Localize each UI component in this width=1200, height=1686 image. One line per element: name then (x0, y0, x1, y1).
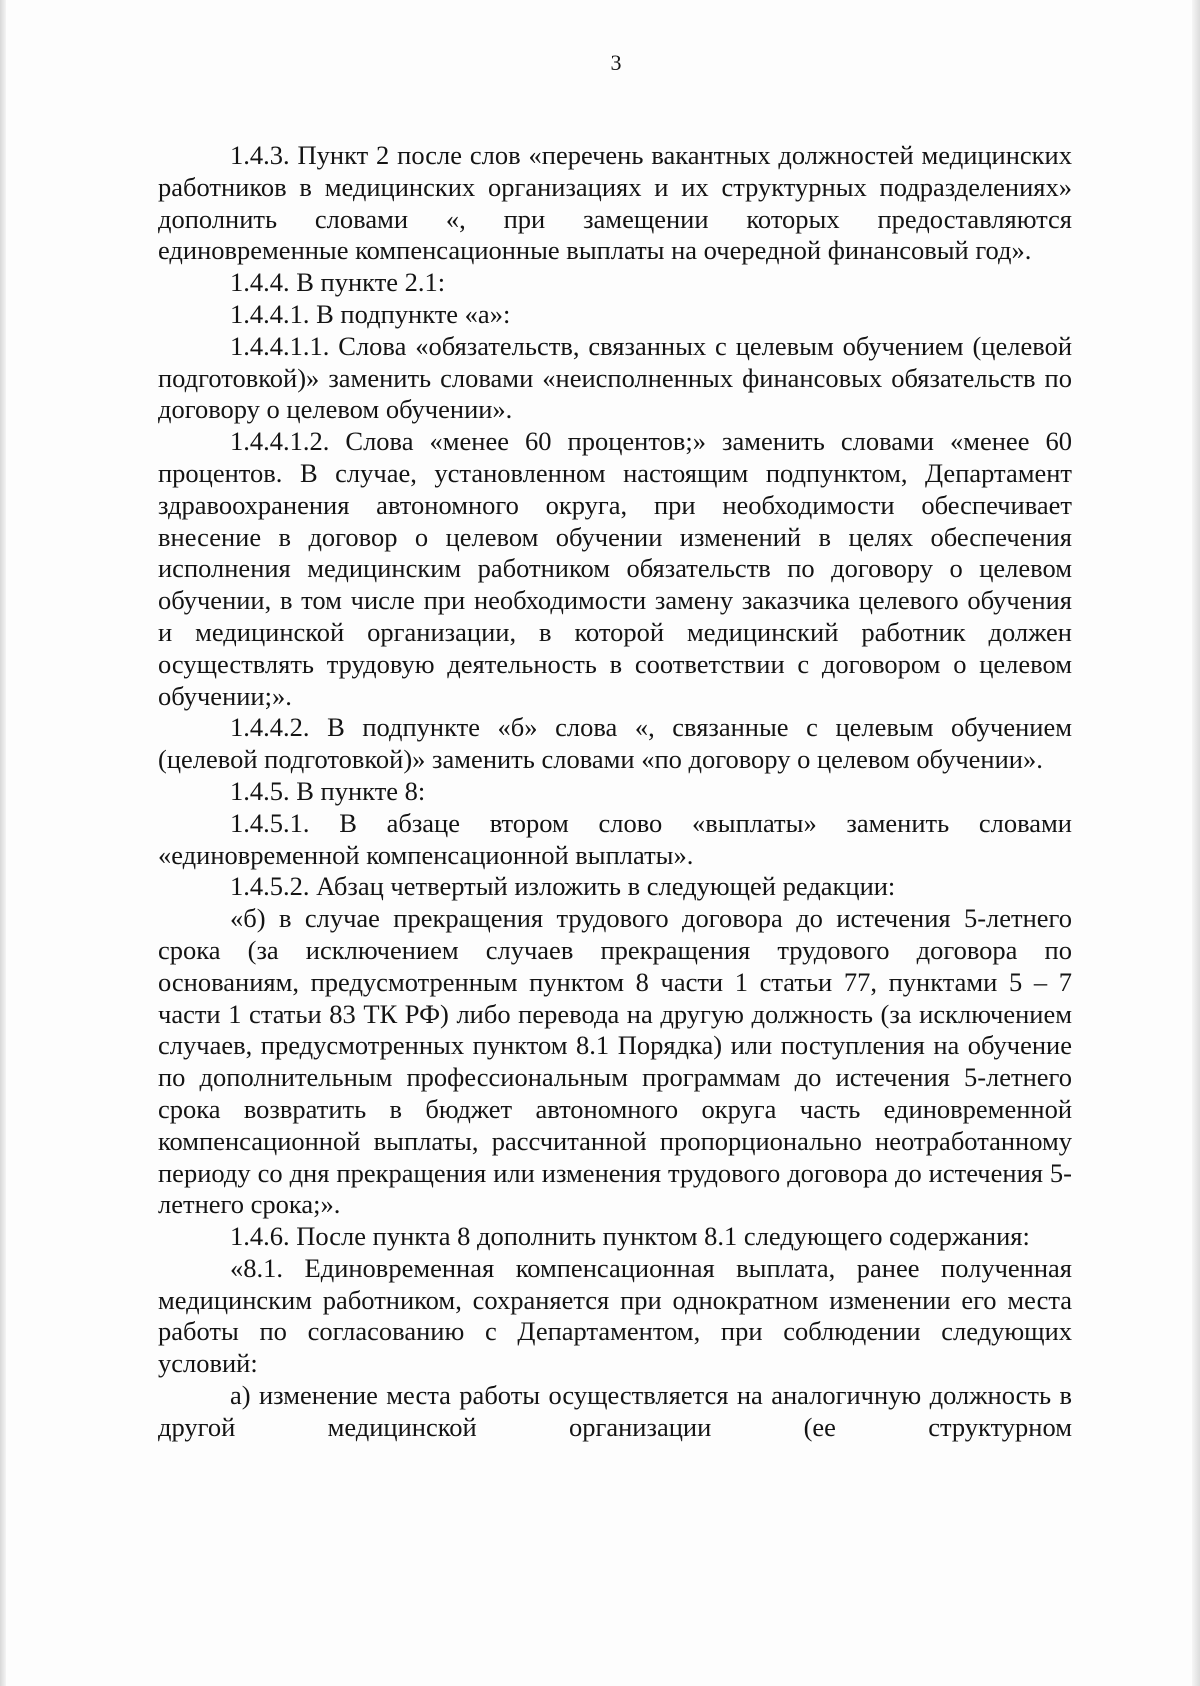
paragraph-1-4-4-2: 1.4.4.2. В подпункте «б» слова «, связанные с целевым обучением (целевой подготовкой)» заменить словами «по договору о целевом обучении». (158, 712, 1072, 775)
paragraph-1-4-6: 1.4.6. После пункта 8 дополнить пунктом 8.1 следующего содержания: (230, 1221, 1030, 1252)
paragraph-quoted-8-1: «8.1. Единовременная компенсационная выплата, ранее полученная медицинским работником, сохраняется при однократном изменении его места работы по согласованию с Департаментом, при соблюдении следующих условий: (158, 1252, 1072, 1379)
paragraph-1-4-5: 1.4.5. В пункте 8: (230, 775, 426, 806)
scan-edge-right (1192, 0, 1200, 1686)
paragraph-1-4-4-1-1: 1.4.4.1.1. Слова «обязательств, связанных с целевым обучением (целевой подготовкой)» заменить словами «неисполненных финансовых обязательств по договору о целевом обучении». (158, 330, 1072, 425)
paragraph-1-4-5-2: 1.4.5.2. Абзац четвертый изложить в следующей редакции: (230, 871, 896, 902)
scan-edge-left (0, 0, 6, 1686)
paragraph-1-4-4-1-2: 1.4.4.1.2. Слова «менее 60 процентов;» заменить словами «менее 60 процентов. В случае, установленном настоящим подпунктом, Департамент здравоохранения автономного округа, при необходимости обеспечивает внесение в договор о целевом обучении изменений в целях обеспечения исполнения медицинским работником обязательств по договору о целевом обучении, в том числе при необходимости замену заказчика целевого обучения и медицинской организации, в которой медицинский работник должен осуществлять трудовую деятельность в соответствии с договором о целевом обучении;». (158, 426, 1072, 711)
paragraph-1-4-3: 1.4.3. Пункт 2 после слов «перечень вакантных должностей медицинских работников в медицинских организациях и их структурных подразделениях» дополнить словами «, при замещении которых предоставляются единовременные компенсационные выплаты на очередной финансовый год». (158, 140, 1072, 266)
paragraph-1-4-4-1: 1.4.4.1. В подпункте «а»: (230, 298, 511, 329)
paragraph-item-a: а) изменение места работы осуществляется на аналогичную должность в другой медицинской организации (ее структурном (158, 1380, 1072, 1442)
paragraph-1-4-4: 1.4.4. В пункте 2.1: (230, 267, 446, 298)
paragraph-1-4-5-1: 1.4.5.1. В абзаце втором слово «выплаты» заменить словами «единовременной компенсационной выплаты». (158, 807, 1072, 870)
document-body (158, 140, 1072, 1444)
page-number: 3 (610, 50, 622, 75)
paragraph-quoted-b: «б) в случае прекращения трудового договора до истечения 5-летнего срока (за исключением случаев прекращения трудового договора по основаниям, предусмотренным пунктом 8 части 1 статьи 77, пунктами 5 – 7 части 1 статьи 83 ТК РФ) либо перевода на другую должность (за исключением случаев, предусмотренных пунктом 8.1 Порядка) или поступления на обучение по дополнительным профессиональным программам до истечения 5-летнего срока возвратить в бюджет автономного округа часть единовременной компенсационной выплаты, рассчитанной пропорционально неотработанному периоду со дня прекращения или изменения трудового договора до истечения 5-летнего срока;». (158, 903, 1072, 1220)
